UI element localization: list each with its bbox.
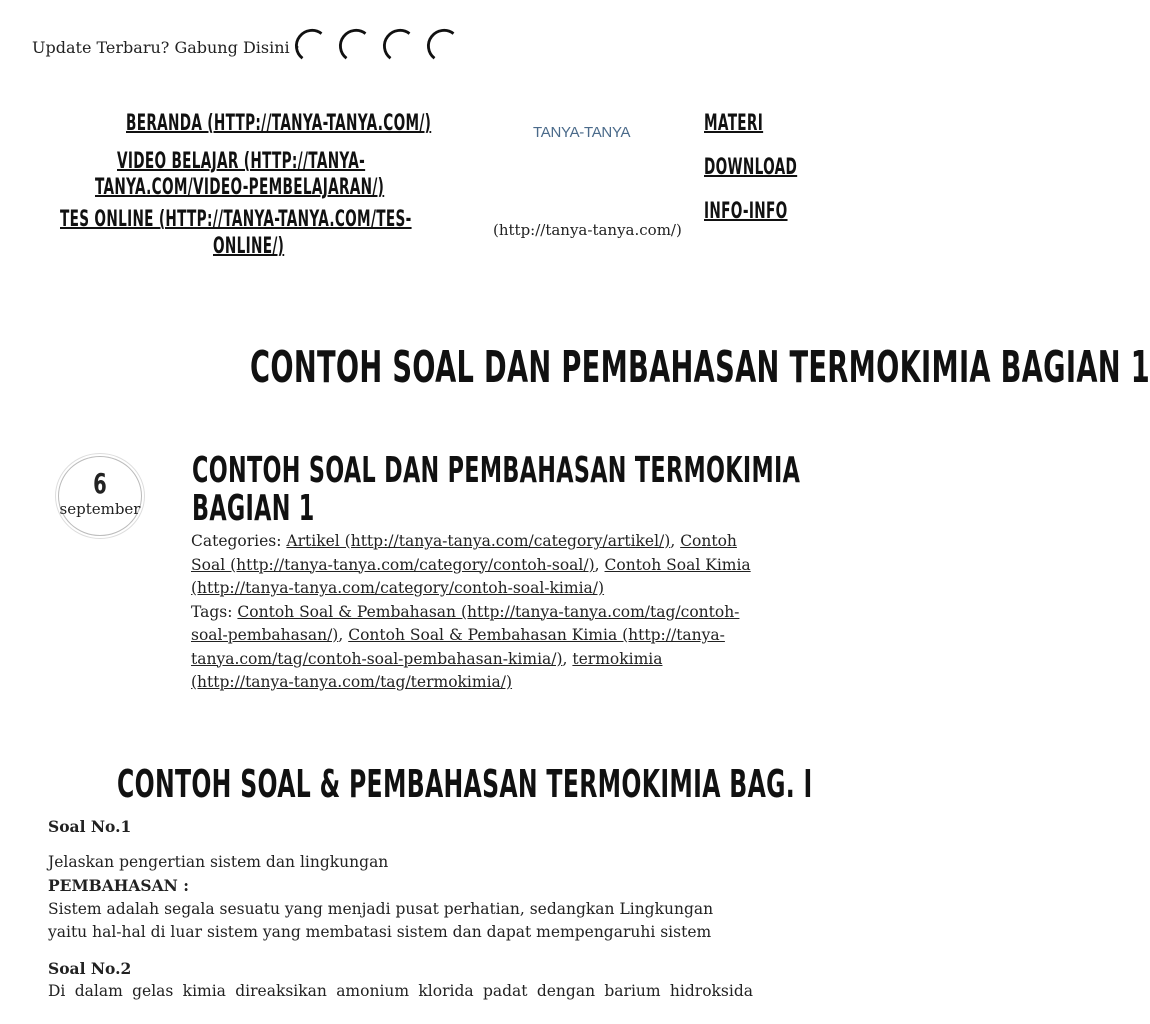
- post-title-line1: CONTOH SOAL DAN PEMBAHASAN TERMOKIMIA: [192, 450, 801, 491]
- nav-link-download[interactable]: DOWNLOAD: [704, 155, 798, 180]
- nav-link-tes-online[interactable]: TES ONLINE (HTTP://TANYA-TANYA.COM/TES-: [60, 207, 412, 232]
- post-title: [192, 452, 800, 528]
- soal-1-heading: Soal No.1: [48, 817, 132, 836]
- post-title-line2: BAGIAN 1: [192, 488, 315, 529]
- soal-2-question: Di dalam gelas kimia direaksikan amonium klorida padat dengan barium hidroksida: [48, 982, 753, 1000]
- tag-link-contoh-soal-pembahasan-kimia[interactable]: Contoh Soal & Pembahasan Kimia (http://tanya-tanya.com/tag/contoh-soal-pembahasan-kimia/): [191, 626, 725, 668]
- social-links: [293, 26, 463, 64]
- category-link-artikel[interactable]: Artikel (http://tanya-tanya.com/category/artikel/): [286, 532, 671, 550]
- nav-link-info[interactable]: INFO-INFO: [704, 199, 788, 224]
- nav-link-video-belajar[interactable]: VIDEO BELAJAR (HTTP://TANYA-: [117, 149, 366, 174]
- nav-link-tes-online-cont[interactable]: ONLINE/): [213, 234, 285, 259]
- section-title: CONTOH SOAL & PEMBAHASAN TERMOKIMIA BAG. I: [117, 762, 813, 806]
- pembahasan-label: PEMBAHASAN :: [48, 876, 189, 895]
- page-title: CONTOH SOAL DAN PEMBAHASAN TERMOKIMIA BAGIAN 1: [250, 342, 1150, 393]
- topbar-text: Update Terbaru? Gabung Disini :: [32, 38, 301, 57]
- soal-1-question: Jelaskan pengertian sistem dan lingkungan: [48, 852, 389, 871]
- category-link-contoh-soal[interactable]: Contoh Soal (http://tanya-tanya.com/category/contoh-soal/): [191, 532, 737, 574]
- facebook-icon[interactable]: [293, 26, 331, 64]
- tag-link-contoh-soal-pembahasan[interactable]: Contoh Soal & Pembahasan (http://tanya-tanya.com/tag/contoh-soal-pembahasan/): [191, 602, 740, 644]
- nav-link-video-belajar-cont[interactable]: TANYA.COM/VIDEO-PEMBELAJARAN/): [95, 175, 385, 200]
- date-day: 6: [93, 467, 107, 500]
- tags-label: Tags:: [191, 602, 233, 621]
- date-month: september: [59, 500, 141, 518]
- category-link-contoh-soal-kimia[interactable]: Contoh Soal Kimia (http://tanya-tanya.com/category/contoh-soal-kimia/): [191, 555, 751, 597]
- nav-link-materi[interactable]: MATERI: [704, 111, 764, 136]
- site-brand[interactable]: TANYA-TANYA: [533, 124, 631, 141]
- tag-link-termokimia[interactable]: termokimia (http://tanya-tanya.com/tag/termokimia/): [191, 649, 663, 691]
- date-badge: [58, 456, 142, 536]
- article-content: [48, 815, 753, 1004]
- categories-label: Categories:: [191, 532, 282, 550]
- soal-1-answer: Sistem adalah segala sesuatu yang menjadi pusat perhatian, sedangkan Lingkungan yaitu hal-hal di luar sistem yang membatasi sistem dan dapat mempengaruhi sistem: [48, 899, 714, 941]
- twitter-icon[interactable]: [337, 26, 375, 64]
- google-plus-icon[interactable]: [381, 26, 419, 64]
- site-brand-url[interactable]: (http://tanya-tanya.com/): [493, 221, 682, 239]
- youtube-icon[interactable]: [425, 26, 463, 64]
- post-meta: Categories: Artikel (http://tanya-tanya.com/category/artikel/), Contoh Soal (http://tanya-tanya.com/category/contoh-soal/), Contoh Soal Kimia (http://tanya-tanya.com/category/contoh-soal-kimia/) Tags: Contoh Soal & Pembahasan (http://tanya-tanya.com/tag/contoh-soal-pembahasan/), Contoh Soal & Pembahasan Kimia (http://tanya-tanya.com/tag/contoh-soal-pembahasan-kimia/), termokimia (http://tanya-tanya.com/tag/termokimia/): [191, 532, 751, 691]
- soal-2-heading: Soal No.2: [48, 958, 132, 978]
- nav-link-beranda[interactable]: BERANDA (HTTP://TANYA-TANYA.COM/): [126, 111, 432, 136]
